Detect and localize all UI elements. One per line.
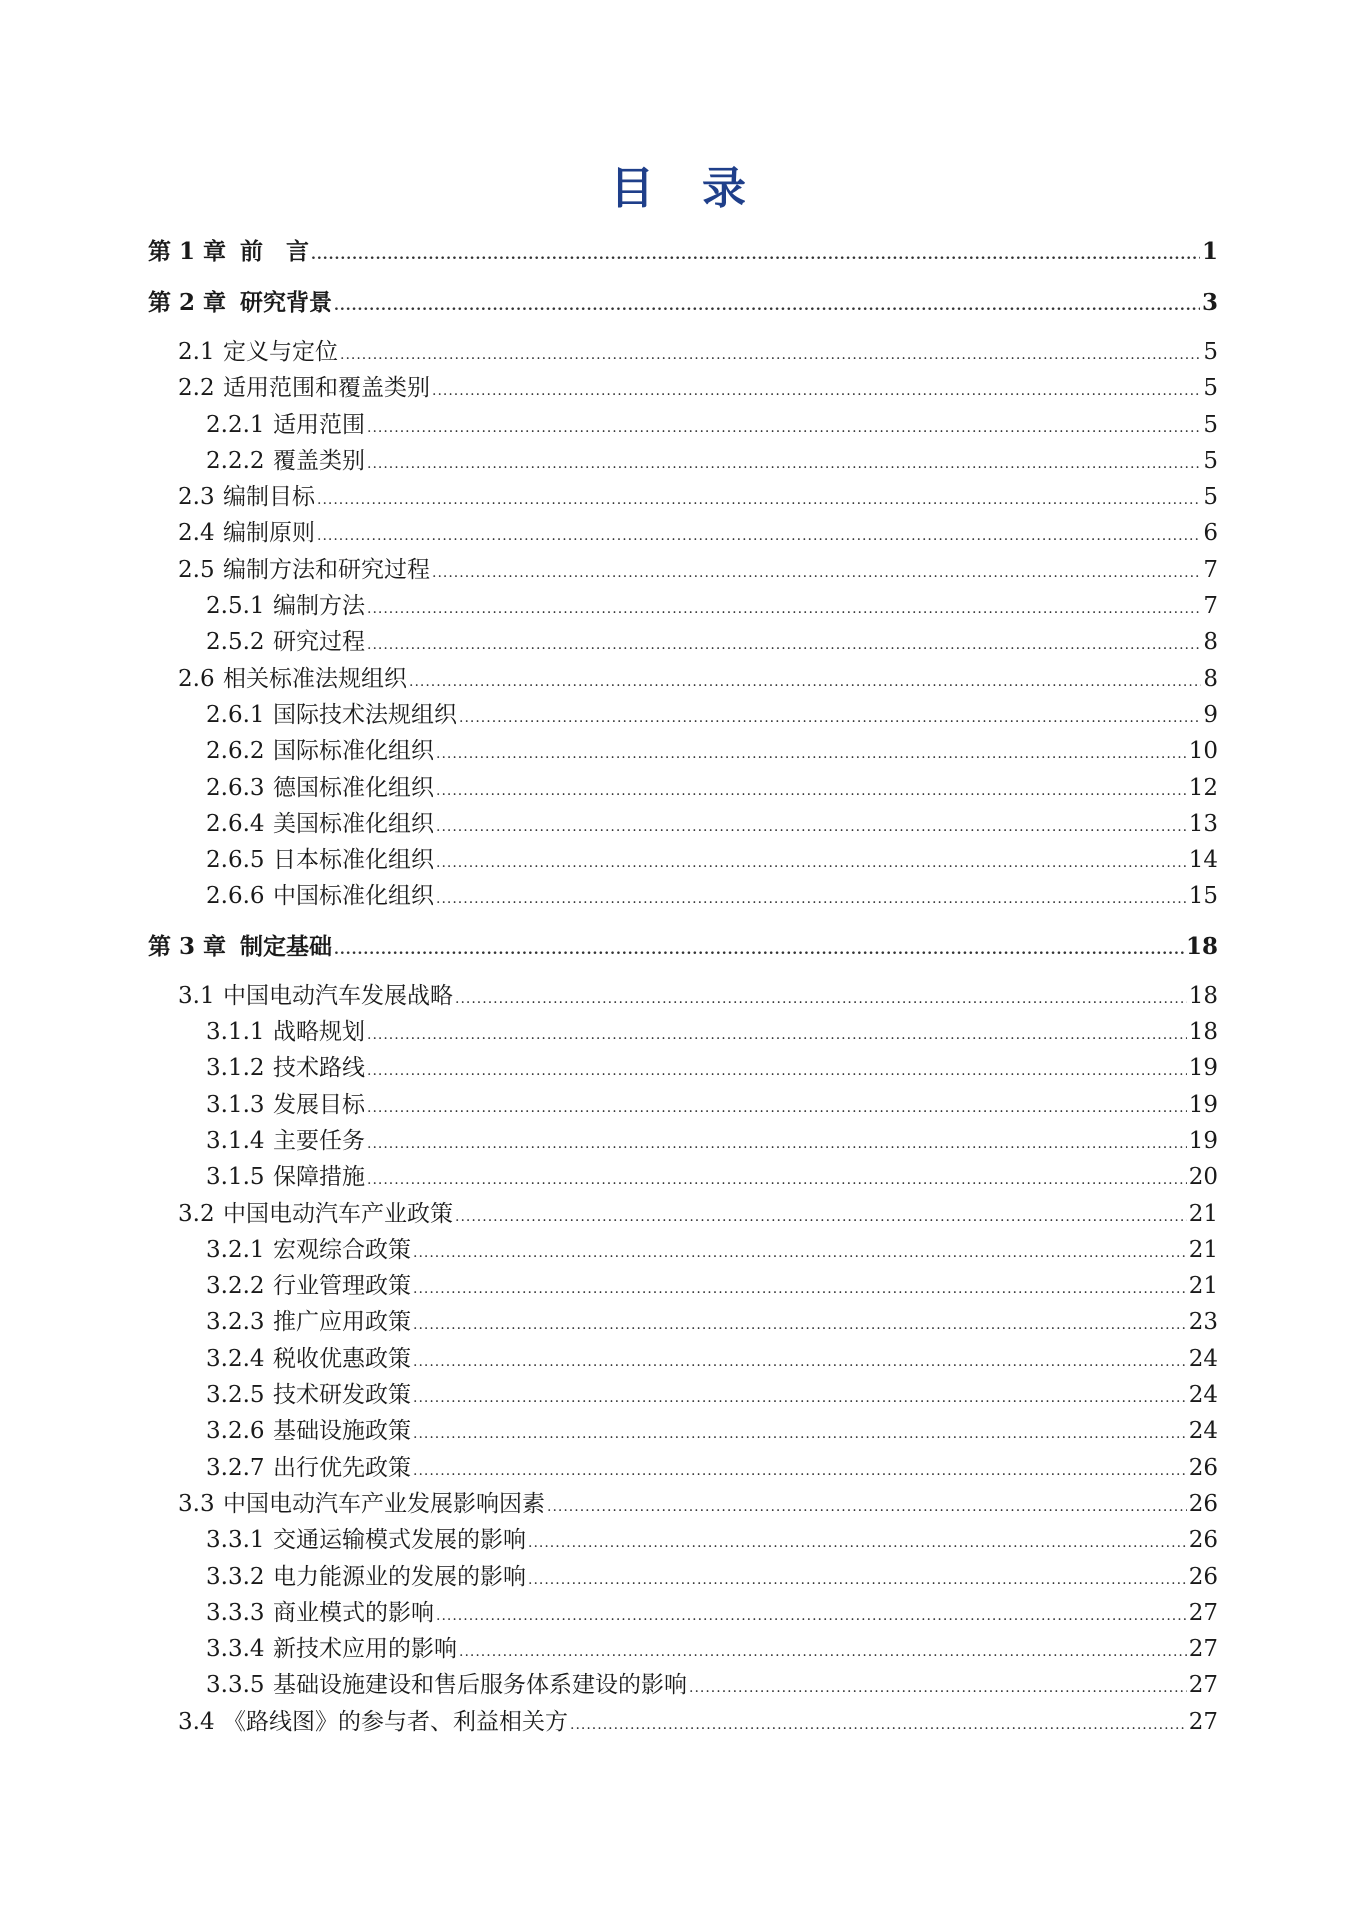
toc-entry[interactable]: [148, 1413, 1218, 1449]
toc-entry-heading: [148, 842, 434, 878]
toc-entry-page-number: 27: [1188, 1672, 1218, 1699]
toc-entry[interactable]: [148, 1050, 1218, 1086]
toc-entry-page-number: 27: [1188, 1599, 1218, 1626]
toc-entry[interactable]: [148, 1631, 1218, 1667]
toc-entry[interactable]: [148, 1486, 1218, 1522]
dot-leader: [413, 1307, 1187, 1343]
toc-entry-heading: [148, 552, 430, 588]
toc-entry-number: 2.2.2: [206, 447, 265, 474]
toc-entry-number: 2.5: [178, 556, 215, 583]
toc-entry-title: 美国标准化组织: [273, 810, 434, 837]
dot-leader: [432, 555, 1201, 591]
dot-leader: [367, 627, 1201, 663]
dot-leader: [413, 1453, 1187, 1489]
toc-chapter-entry[interactable]: [148, 232, 1218, 271]
toc-entry-title: 日本标准化组织: [273, 847, 434, 874]
toc-entry-title: 技术路线: [273, 1055, 365, 1082]
toc-entry-number: 3.3.5: [206, 1672, 265, 1699]
toc-entry-heading: [148, 1595, 434, 1631]
toc-entry-number: 3.4: [178, 1708, 215, 1735]
toc-entry-heading: [148, 1087, 365, 1123]
toc-entry-heading: [148, 283, 332, 322]
toc-entry[interactable]: [148, 1268, 1218, 1304]
toc-entry-number: 3.2.4: [206, 1345, 265, 1372]
toc-entry-title: 发展目标: [273, 1091, 365, 1118]
toc-entry-page-number: 3: [1201, 289, 1218, 316]
toc-entry-page-number: 26: [1188, 1454, 1218, 1481]
toc-entry-title: 前 言: [240, 238, 310, 265]
toc-entry-page-number: 21: [1188, 1236, 1218, 1263]
dot-leader: [436, 845, 1187, 881]
dot-leader: [413, 1235, 1187, 1271]
toc-entry-page-number: 5: [1203, 339, 1218, 365]
toc-entry-heading: [148, 1522, 526, 1558]
dot-leader: [367, 1090, 1187, 1126]
toc-entry-heading: [148, 407, 365, 443]
toc-entry-title: 相关标准法规组织: [223, 665, 407, 692]
dot-leader: [367, 1126, 1187, 1162]
toc-entry[interactable]: [148, 443, 1218, 479]
toc-entry-title: 定义与定位: [223, 339, 338, 365]
toc-entry-page-number: 20: [1188, 1164, 1218, 1191]
toc-entry-number: 第 3 章: [148, 932, 227, 960]
toc-entry-heading: [148, 1050, 365, 1086]
toc-entry-page-number: 21: [1188, 1200, 1218, 1227]
dot-leader: [413, 1271, 1187, 1307]
dot-leader: [334, 931, 1184, 970]
toc-entry[interactable]: [148, 588, 1218, 624]
dot-leader: [455, 981, 1187, 1017]
toc-entry-heading: [148, 1014, 365, 1050]
toc-list: [148, 232, 1218, 1740]
toc-entry[interactable]: [148, 479, 1218, 515]
toc-entry-heading: [148, 1667, 687, 1703]
toc-entry-number: 3.1.1: [206, 1019, 265, 1046]
toc-entry[interactable]: [148, 624, 1218, 660]
toc-entry-title: 编制原则: [223, 520, 315, 547]
toc-entry-title: 税收优惠政策: [273, 1345, 411, 1372]
toc-entry-number: 3.3: [178, 1490, 215, 1517]
dot-leader: [311, 236, 1200, 275]
toc-entry-title: 中国电动汽车产业政策: [223, 1200, 453, 1227]
dot-leader: [367, 1162, 1187, 1198]
toc-entry-number: 3.1.2: [206, 1055, 265, 1082]
toc-entry-heading: [148, 1196, 453, 1232]
toc-entry-title: 技术研发政策: [273, 1382, 411, 1409]
toc-entry-page-number: 27: [1188, 1636, 1218, 1663]
toc-entry-heading: [148, 588, 365, 624]
toc-entry-heading: [148, 1232, 411, 1268]
toc-entry-number: 2.3: [178, 484, 215, 511]
toc-entry-title: 商业模式的影响: [273, 1599, 434, 1626]
toc-entry-heading: [148, 806, 434, 842]
toc-entry-title: 新技术应用的影响: [273, 1636, 457, 1663]
toc-entry-heading: [148, 515, 315, 551]
toc-entry-title: 编制方法: [273, 593, 365, 620]
toc-entry[interactable]: [148, 733, 1218, 769]
toc-entry[interactable]: [148, 1377, 1218, 1413]
toc-entry[interactable]: [148, 978, 1218, 1014]
toc-entry-title: 《路线图》的参与者、利益相关方: [223, 1708, 568, 1735]
dot-leader: [436, 809, 1187, 845]
dot-leader: [340, 337, 1201, 373]
toc-entry-heading: [148, 1304, 411, 1340]
toc-entry-number: 3.2.5: [206, 1382, 265, 1409]
toc-entry-page-number: 18: [1188, 982, 1218, 1009]
toc-entry-page-number: 8: [1203, 665, 1218, 692]
toc-entry-heading: [148, 1341, 411, 1377]
toc-entry-number: 2.2: [178, 375, 215, 402]
toc-entry-page-number: 19: [1188, 1091, 1218, 1118]
toc-entry[interactable]: [148, 1559, 1218, 1595]
toc-entry-number: 3.3.3: [206, 1599, 265, 1626]
toc-entry-number: 2.5.1: [206, 593, 265, 620]
toc-entry-page-number: 21: [1188, 1273, 1218, 1300]
toc-entry[interactable]: [148, 770, 1218, 806]
toc-entry-page-number: 5: [1203, 484, 1218, 511]
toc-entry-page-number: 7: [1203, 556, 1218, 583]
toc-entry-title: 交通运输模式发展的影响: [273, 1527, 526, 1554]
toc-entry-number: 3.3.1: [206, 1527, 265, 1554]
toc-entry-number: 2.1: [178, 339, 215, 365]
toc-entry[interactable]: [148, 1450, 1218, 1486]
toc-entry-number: 2.4: [178, 520, 215, 547]
toc-entry-page-number: 10: [1188, 738, 1218, 765]
page-title: 目 录: [610, 163, 748, 214]
toc-entry-heading: [148, 927, 332, 966]
toc-entry-title: 中国电动汽车发展战略: [223, 982, 453, 1009]
toc-entry-title: 基础设施政策: [273, 1418, 411, 1445]
toc-entry-number: 3.2.6: [206, 1418, 265, 1445]
toc-entry-heading: [148, 1268, 411, 1304]
toc-entry-title: 覆盖类别: [273, 447, 365, 474]
toc-entry[interactable]: [148, 334, 1218, 370]
toc-entry-title: 基础设施建设和售后服务体系建设的影响: [273, 1672, 687, 1699]
dot-leader: [547, 1489, 1187, 1525]
toc-entry[interactable]: [148, 1087, 1218, 1123]
toc-entry-page-number: 1: [1201, 238, 1218, 265]
toc-entry[interactable]: [148, 806, 1218, 842]
toc-entry-number: 2.6: [178, 665, 215, 692]
toc-entry-number: 3.2.1: [206, 1236, 265, 1263]
dot-leader: [436, 1598, 1187, 1634]
toc-entry[interactable]: [148, 661, 1218, 697]
toc-entry-title: 宏观综合政策: [273, 1236, 411, 1263]
toc-entry-heading: [148, 878, 434, 914]
toc-entry[interactable]: [148, 1232, 1218, 1268]
toc-entry-page-number: 19: [1188, 1055, 1218, 1082]
toc-entry-page-number: 5: [1203, 447, 1218, 474]
toc-chapter-entry[interactable]: [148, 927, 1218, 966]
toc-entry[interactable]: [148, 1704, 1218, 1740]
toc-entry-title: 行业管理政策: [273, 1273, 411, 1300]
dot-leader: [334, 287, 1200, 326]
toc-entry-number: 2.5.2: [206, 629, 265, 656]
toc-entry-heading: [148, 1123, 365, 1159]
toc-entry[interactable]: [148, 1667, 1218, 1703]
toc-entry-page-number: 24: [1188, 1382, 1218, 1409]
toc-entry-number: 3.2: [178, 1200, 215, 1227]
toc-entry-number: 3.2.7: [206, 1454, 265, 1481]
toc-entry-heading: [148, 1159, 365, 1195]
toc-entry[interactable]: [148, 1522, 1218, 1558]
toc-entry-number: 3.3.4: [206, 1636, 265, 1663]
dot-leader: [436, 881, 1187, 917]
toc-entry-page-number: 23: [1188, 1309, 1218, 1336]
toc-entry-number: 2.6.4: [206, 810, 265, 837]
toc-entry-title: 保障措施: [273, 1164, 365, 1191]
toc-entry-heading: [148, 1413, 411, 1449]
toc-entry-title: 战略规划: [273, 1019, 365, 1046]
toc-entry-title: 主要任务: [273, 1127, 365, 1154]
dot-leader: [413, 1416, 1187, 1452]
dot-leader: [432, 373, 1201, 409]
toc-entry-heading: [148, 1486, 545, 1522]
toc-entry-page-number: 7: [1203, 593, 1218, 620]
toc-entry-page-number: 5: [1203, 375, 1218, 402]
toc-entry-page-number: 19: [1188, 1127, 1218, 1154]
toc-entry-page-number: 18: [1188, 1019, 1218, 1046]
toc-entry-number: 3.1: [178, 982, 215, 1009]
toc-chapter-entry[interactable]: [148, 283, 1218, 322]
toc-entry-page-number: 6: [1203, 520, 1218, 547]
toc-entry-title: 电力能源业的发展的影响: [273, 1563, 526, 1590]
toc-entry-heading: [148, 1559, 526, 1595]
toc-entry-page-number: 26: [1188, 1490, 1218, 1517]
toc-entry-page-number: 8: [1203, 629, 1218, 656]
toc-entry-title: 德国标准化组织: [273, 774, 434, 801]
toc-entry-number: 3.1.4: [206, 1127, 265, 1154]
toc-entry[interactable]: [148, 1304, 1218, 1340]
toc-entry-heading: [148, 624, 365, 660]
toc-entry-page-number: 12: [1188, 774, 1218, 801]
dot-leader: [689, 1670, 1187, 1706]
toc-entry-page-number: 27: [1188, 1708, 1218, 1735]
toc-entry-title: 中国标准化组织: [273, 883, 434, 910]
toc-entry-heading: [148, 1631, 457, 1667]
toc-entry-heading: [148, 1450, 411, 1486]
dot-leader: [317, 482, 1201, 518]
toc-entry-heading: [148, 443, 365, 479]
toc-entry-number: 3.3.2: [206, 1563, 265, 1590]
toc-entry-page-number: 24: [1188, 1418, 1218, 1445]
toc-entry[interactable]: [148, 1123, 1218, 1159]
toc-entry-heading: [148, 334, 338, 370]
toc-entry-heading: [148, 479, 315, 515]
toc-entry-title: 出行优先政策: [273, 1454, 411, 1481]
toc-entry-number: 3.1.3: [206, 1091, 265, 1118]
toc-entry-heading: [148, 1704, 568, 1740]
toc-entry-title: 编制方法和研究过程: [223, 556, 430, 583]
toc-entry-number: 3.1.5: [206, 1164, 265, 1191]
toc-entry-page-number: 26: [1188, 1527, 1218, 1554]
toc-entry[interactable]: [148, 1341, 1218, 1377]
toc-entry-title: 国际标准化组织: [273, 738, 434, 765]
dot-leader: [409, 664, 1201, 700]
toc-entry-page-number: 26: [1188, 1563, 1218, 1590]
toc-entry-title: 中国电动汽车产业发展影响因素: [223, 1490, 545, 1517]
toc-entry-number: 3.2.3: [206, 1309, 265, 1336]
toc-entry[interactable]: [148, 878, 1218, 914]
toc-entry-title: 国际技术法规组织: [273, 701, 457, 728]
toc-entry[interactable]: [148, 697, 1218, 733]
toc-entry-page-number: 14: [1188, 847, 1218, 874]
toc-entry-heading: [148, 770, 434, 806]
dot-leader: [436, 736, 1187, 772]
dot-leader: [436, 773, 1187, 809]
toc-entry[interactable]: [148, 1014, 1218, 1050]
toc-entry[interactable]: [148, 1595, 1218, 1631]
toc-entry-page-number: 15: [1188, 883, 1218, 910]
toc-entry-page-number: 24: [1188, 1345, 1218, 1372]
toc-entry-heading: [148, 978, 453, 1014]
toc-entry[interactable]: [148, 842, 1218, 878]
dot-leader: [367, 591, 1201, 627]
dot-leader: [528, 1562, 1187, 1598]
toc-entry-title: 研究过程: [273, 629, 365, 656]
toc-entry-number: 2.2.1: [206, 411, 265, 438]
dot-leader: [367, 1053, 1187, 1089]
toc-entry[interactable]: [148, 370, 1218, 406]
dot-leader: [528, 1525, 1187, 1561]
toc-entry-number: 2.6.2: [206, 738, 265, 765]
toc-entry-heading: [148, 1377, 411, 1413]
toc-entry-number: 第 1 章: [148, 238, 227, 265]
toc-entry-title: 推广应用政策: [273, 1309, 411, 1336]
toc-entry-page-number: 13: [1188, 810, 1218, 837]
dot-leader: [367, 410, 1201, 446]
dot-leader: [413, 1380, 1187, 1416]
toc-entry-heading: [148, 370, 430, 406]
toc-entry-page-number: 5: [1203, 411, 1218, 438]
dot-leader: [459, 1634, 1187, 1670]
toc-entry-number: 2.6.1: [206, 701, 265, 728]
toc-entry-number: 2.6.3: [206, 774, 265, 801]
toc-entry-title: 研究背景: [240, 289, 333, 316]
toc-entry-page-number: 9: [1203, 701, 1218, 728]
dot-leader: [367, 446, 1201, 482]
dot-leader: [317, 518, 1201, 554]
toc-entry[interactable]: [148, 1159, 1218, 1195]
dot-leader: [570, 1707, 1187, 1743]
toc-entry[interactable]: [148, 407, 1218, 443]
toc-entry-heading: [148, 733, 434, 769]
toc-entry-title: 制定基础: [240, 932, 333, 960]
toc-entry-page-number: 18: [1185, 932, 1218, 960]
toc-entry-number: 第 2 章: [148, 289, 227, 316]
toc-entry[interactable]: [148, 515, 1218, 551]
toc-entry-number: 2.6.5: [206, 847, 265, 874]
toc-entry[interactable]: [148, 552, 1218, 588]
toc-entry-title: 适用范围和覆盖类别: [223, 375, 430, 402]
toc-entry-title: 编制目标: [223, 484, 315, 511]
dot-leader: [455, 1199, 1187, 1235]
toc-entry[interactable]: [148, 1196, 1218, 1232]
toc-entry-heading: [148, 697, 457, 733]
toc-entry-title: 适用范围: [273, 411, 365, 438]
toc-entry-heading: [148, 232, 309, 271]
toc-entry-number: 3.2.2: [206, 1273, 265, 1300]
dot-leader: [367, 1017, 1187, 1053]
dot-leader: [459, 700, 1201, 736]
dot-leader: [413, 1344, 1187, 1380]
toc-entry-number: 2.6.6: [206, 883, 265, 910]
toc-entry-heading: [148, 661, 407, 697]
